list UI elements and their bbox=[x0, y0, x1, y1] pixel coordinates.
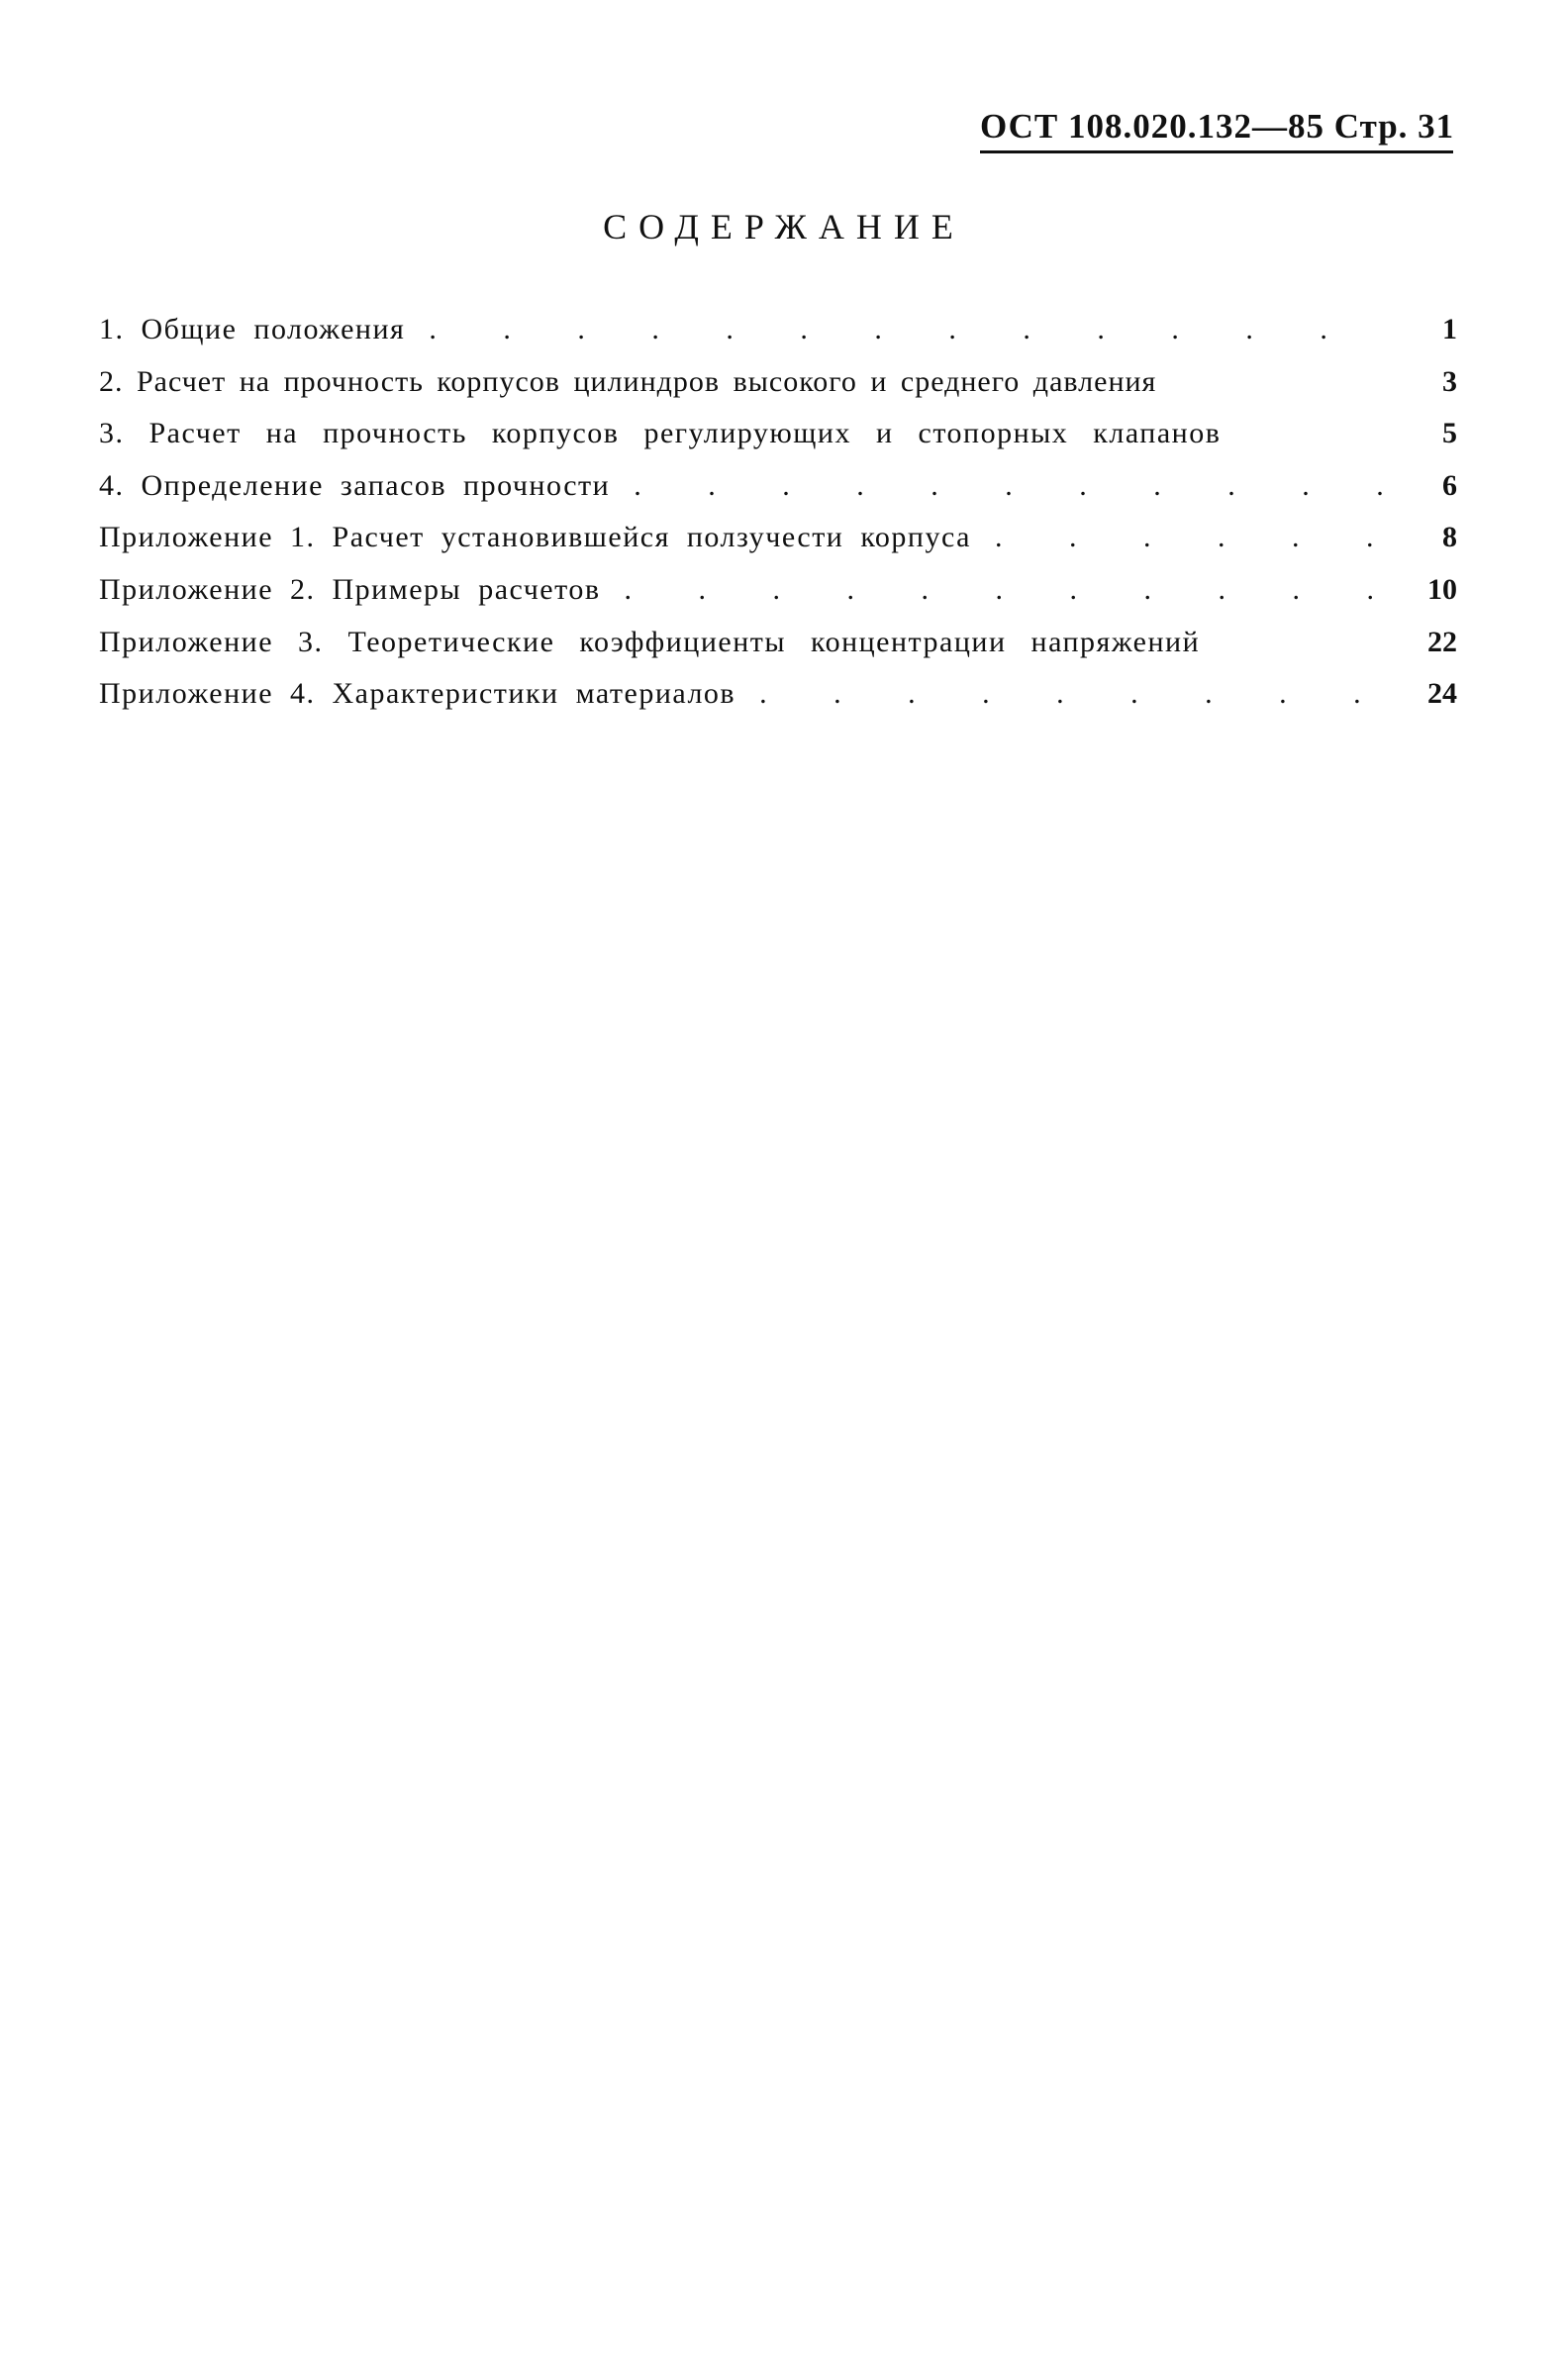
toc-row-2 bbox=[99, 365, 1457, 418]
toc-page-number: 8 bbox=[1442, 521, 1457, 554]
toc-dot-leader bbox=[735, 677, 1392, 711]
toc-page-number: 24 bbox=[1427, 677, 1457, 711]
toc-row-7 bbox=[99, 626, 1457, 678]
toc-page-number: 10 bbox=[1427, 572, 1457, 606]
toc-row-1 bbox=[99, 313, 1457, 365]
toc-entry-text: 2. Расчет на прочность корпусов цилиндров высокого и среднего давления bbox=[99, 364, 1157, 398]
toc-row-8 bbox=[99, 677, 1457, 730]
toc-page-number: 6 bbox=[1442, 468, 1457, 502]
toc-dot-leader bbox=[601, 573, 1392, 607]
toc-entry-text: 1. Общие положения bbox=[99, 313, 406, 345]
toc-page-number: 3 bbox=[1442, 364, 1457, 398]
document-header: ОСТ 108.020.132—85 Стр. 31 bbox=[980, 107, 1453, 153]
toc-dot-leader bbox=[971, 521, 1392, 554]
toc-row-4 bbox=[99, 469, 1457, 522]
toc-page-number: 5 bbox=[1442, 417, 1457, 450]
toc-entry-text: 3. Расчет на прочность корпусов регулирующих и стопорных клапанов bbox=[99, 417, 1222, 450]
toc-entry-text: Приложение 1. Расчет установившейся ползучести корпуса bbox=[99, 521, 971, 554]
toc-entry-text: Приложение 2. Примеры расчетов bbox=[99, 572, 601, 606]
toc-dot-leader bbox=[610, 469, 1392, 503]
toc-page-number: 1 bbox=[1442, 313, 1457, 345]
toc-entry-text: Приложение 3. Теоретические коэффициенты концентрации напряжений bbox=[99, 625, 1201, 658]
toc-entry-text: 4. Определение запасов прочности bbox=[99, 468, 611, 502]
toc-entry-text: Приложение 4. Характеристики материалов bbox=[99, 677, 736, 711]
toc-dot-leader bbox=[405, 313, 1392, 346]
toc-row-3 bbox=[99, 417, 1457, 469]
table-of-contents bbox=[99, 313, 1457, 730]
page-title: СОДЕРЖАНИЕ bbox=[603, 207, 965, 246]
toc-row-6 bbox=[99, 573, 1457, 626]
toc-row-5 bbox=[99, 521, 1457, 573]
toc-page-number: 22 bbox=[1427, 625, 1457, 658]
